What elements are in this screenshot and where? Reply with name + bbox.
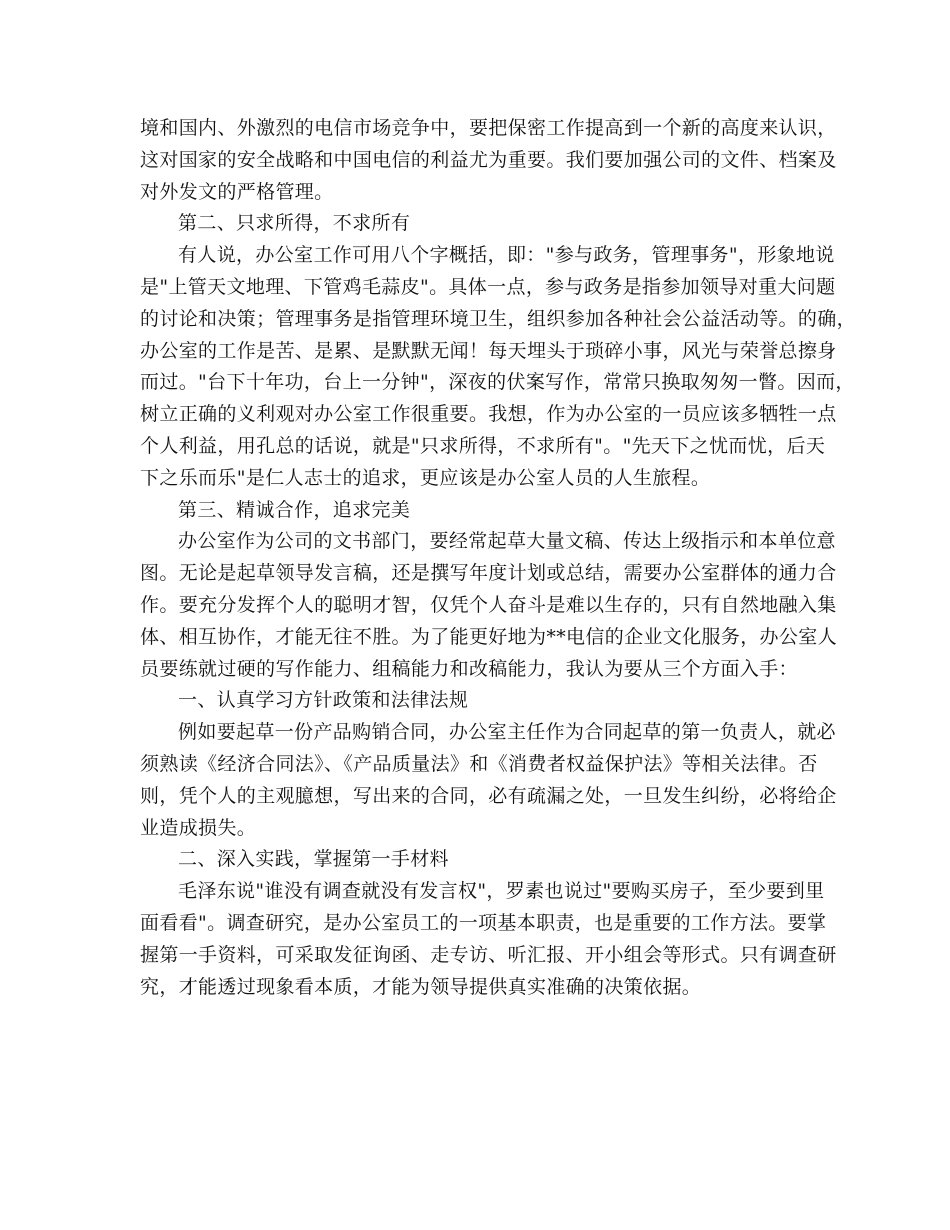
paragraph-line: 的讨论和决策；管理事务是指管理环境卫生，组织参加各种社会公益活动等。的确， bbox=[140, 307, 856, 330]
section-heading: 第二、只求所得，不求所有 bbox=[178, 212, 411, 235]
paragraph-line: 境和国内、外激烈的电信市场竞争中，要把保密工作提高到一个新的高度来认识， bbox=[140, 117, 837, 139]
paragraph-line: 有人说，办公室工作可用八个字概括，即："参与政务，管理事务"，形象地说 bbox=[178, 244, 835, 267]
document-body bbox=[140, 113, 856, 1003]
section-heading: 第三、精诚合作，追求完美 bbox=[178, 498, 411, 521]
paragraph-line: 树立正确的义利观对办公室工作很重要。我想，作为办公室的一员应该多牺牲一点 bbox=[140, 403, 837, 426]
paragraph-line: 例如要起草一份产品购销合同，办公室主任作为合同起草的第一负责人，就必 bbox=[178, 721, 836, 744]
paragraph-line: 面看看"。调查研究，是办公室员工的一项基本职责，也是重要的工作方法。要掌 bbox=[140, 911, 827, 934]
paragraph-line: 图。无论是起草领导发言稿，还是撰写年度计划或总结，需要办公室群体的通力合 bbox=[140, 562, 837, 585]
paragraph-line: 办公室的工作是苦、是累、是默默无闻！每天埋头于琐碎小事，风光与荣誉总擦身 bbox=[140, 339, 837, 362]
paragraph-line: 究，才能透过现象看本质，才能为领导提供真实准确的决策依据。 bbox=[140, 975, 702, 998]
paragraph-line: 而过。"台下十年功，台上一分钟"，深夜的伏案写作，常常只换取匆匆一瞥。因而， bbox=[140, 371, 855, 394]
paragraph-line: 是"上管天文地理、下管鸡毛蒜皮"。具体一点，参与政务是指参加领导对重大问题 bbox=[140, 275, 836, 298]
paragraph-line: 则，凭个人的主观臆想，写出来的合同，必有疏漏之处，一旦发生纠纷，必将给企 bbox=[140, 784, 837, 807]
paragraph-line: 这对国家的安全战略和中国电信的利益尤为重要。我们要加强公司的文件、档案及 bbox=[140, 148, 837, 171]
paragraph-line: 个人利益，用孔总的话说，就是"只求所得，不求所有"。"先天下之忧而忧，后天 bbox=[140, 434, 826, 457]
paragraph-line: 办公室作为公司的文书部门，要经常起草大量文稿、传达上级指示和本单位意 bbox=[178, 530, 836, 553]
paragraph-line: 体、相互协作，才能无往不胜。为了能更好地为**电信的企业文化服务，办公室人 bbox=[140, 625, 837, 648]
paragraph-line: 作。要充分发挥个人的聪明才智，仅凭个人奋斗是难以生存的，只有自然地融入集 bbox=[140, 593, 837, 616]
paragraph-line: 对外发文的严格管理。 bbox=[140, 180, 334, 203]
subsection-heading: 二、深入实践，掌握第一手材料 bbox=[178, 848, 449, 871]
paragraph-line: 下之乐而乐"是仁人志士的追求，更应该是办公室人员的人生旅程。 bbox=[140, 466, 711, 489]
paragraph-line: 握第一手资料，可采取发征询函、走专访、听汇报、开小组会等形式。只有调查研 bbox=[140, 943, 837, 966]
paragraph-line: 业造成损失。 bbox=[140, 816, 257, 839]
paragraph-line: 员要练就过硬的写作能力、组稿能力和改稿能力，我认为要从三个方面入手： bbox=[140, 657, 798, 680]
subsection-heading: 一、认真学习方针政策和法律法规 bbox=[178, 689, 469, 712]
paragraph-line: 毛泽东说"谁没有调查就没有发言权"，罗素也说过"要购买房子，至少要到里 bbox=[178, 880, 825, 903]
paragraph-line: 须熟读《经济合同法》、《产品质量法》和《消费者权益保护法》等相关法律。否 bbox=[140, 752, 818, 775]
